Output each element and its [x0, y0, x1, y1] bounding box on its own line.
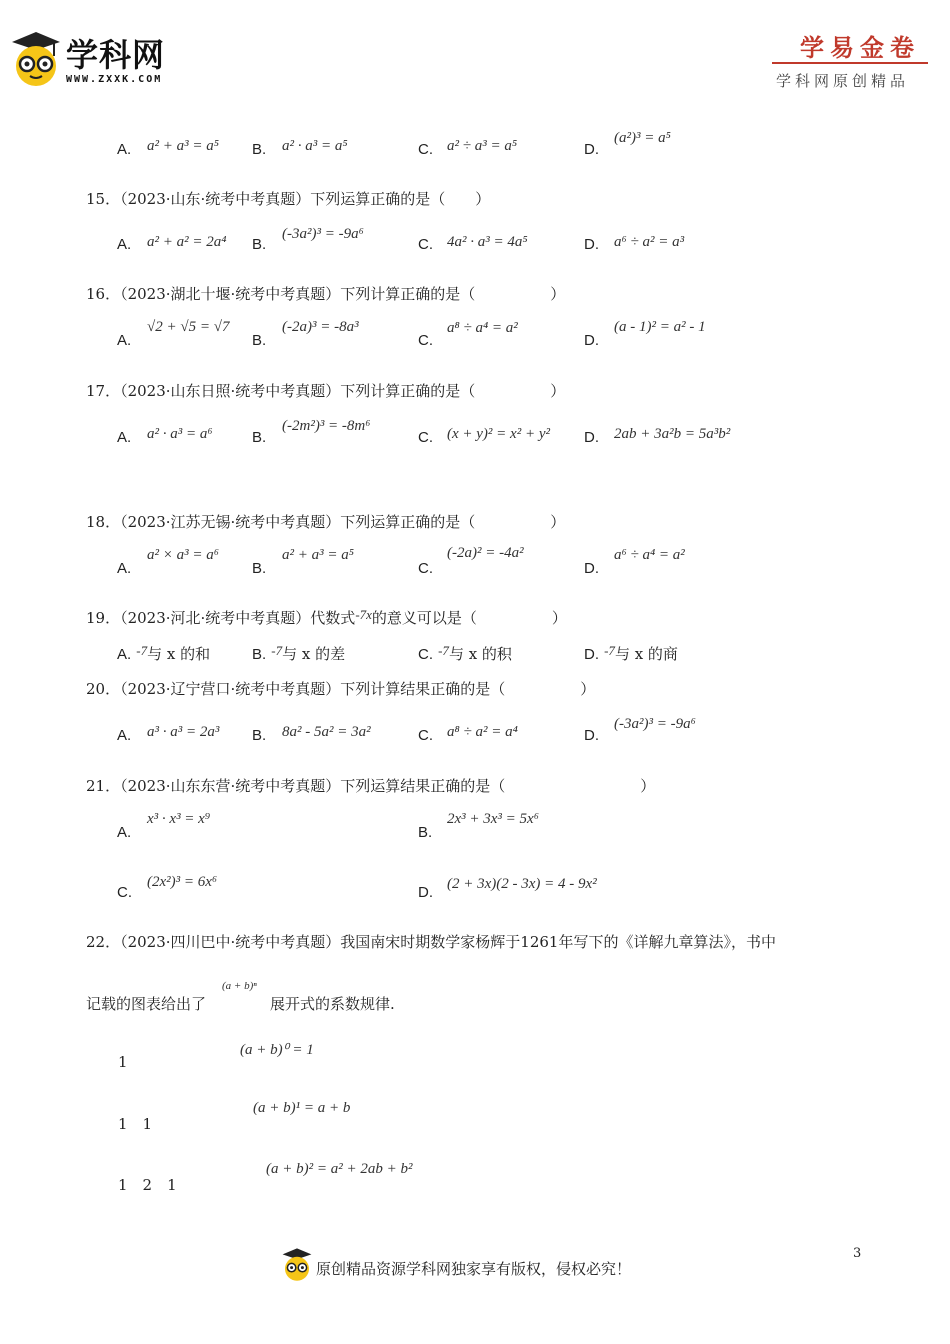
expansion: (a + b)¹ = a + b — [253, 1100, 351, 1116]
stem-text: 记载的图表给出了 — [86, 995, 207, 1013]
option-label: C. — [418, 560, 433, 577]
triangle-row: 1 2 1 — [118, 1176, 177, 1194]
option-d: a⁶ ÷ a⁴ = a² — [614, 547, 685, 563]
option-a: a² + a³ = a⁵ — [147, 138, 219, 154]
option-a: a³ · a³ = 2a³ — [147, 724, 220, 740]
option-b: (-2a)³ = -8a³ — [282, 319, 359, 335]
brand-title: 学易金卷 — [800, 33, 920, 62]
question-stem: 15．（2023·山东·统考中考真题）下列运算正确的是（ ） — [86, 190, 491, 208]
logo — [8, 28, 64, 92]
option-label: D. — [584, 332, 599, 349]
question-stem: 17．（2023·山东日照·统考中考真题）下列计算正确的是（ ） — [86, 382, 566, 400]
option-label: D. — [584, 429, 599, 446]
option-label: B. — [252, 141, 267, 158]
option-d: D. $^{-7}$与 x 的商 — [584, 643, 678, 663]
expansion: (a + b)⁰ = 1 — [240, 1042, 314, 1058]
option-c: a² ÷ a³ = a⁵ — [447, 138, 518, 154]
option-label: A. — [117, 332, 132, 349]
option-label: C. — [418, 727, 433, 744]
copyright-notice: 原创精品资源学科网独家享有版权，侵权必究！ — [316, 1260, 632, 1278]
option-label: B. — [252, 332, 267, 349]
option-label: A. — [117, 429, 132, 446]
option-a: √2 + √5 = √7 — [147, 319, 230, 335]
option-d: (2 + 3x)(2 - 3x) = 4 - 9x² — [447, 876, 597, 892]
option-label: B. — [418, 824, 433, 841]
option-label: A. — [117, 560, 132, 577]
brand-subtitle: 学科网原创精品 — [776, 72, 910, 90]
option-c: (-2a)² = -4a² — [447, 545, 524, 561]
option-label: B. — [252, 560, 267, 577]
option-label: D. — [584, 141, 599, 158]
option-label: B. — [252, 727, 267, 744]
option-label: C. — [418, 141, 433, 158]
question-stem: 21．（2023·山东东营·统考中考真题）下列运算结果正确的是（ ） — [86, 777, 656, 795]
stem-expression: -7x — [355, 607, 372, 622]
option-label: A. — [117, 236, 132, 253]
option-b: (-2m²)³ = -8m⁶ — [282, 418, 371, 434]
option-a: x³ · x³ = x⁹ — [147, 811, 211, 827]
logo-url: WWW.ZXXK.COM — [66, 74, 163, 85]
option-d: (-3a²)³ = -9a⁶ — [614, 716, 696, 732]
question-stem: 20．（2023·辽宁营口·统考中考真题）下列计算结果正确的是（ ） — [86, 680, 596, 698]
option-d: (a²)³ = a⁵ — [614, 130, 671, 146]
option-c: (2x²)³ = 6x⁶ — [147, 874, 218, 890]
triangle-row: 1 1 — [118, 1115, 153, 1133]
option-b: a² · a³ = a⁵ — [282, 138, 348, 154]
option-a: a² × a³ = a⁶ — [147, 547, 219, 563]
stem-text: 19．（2023·河北·统考中考真题）代数式 — [86, 609, 356, 627]
stem-text: 的意义可以是（ ） — [371, 609, 567, 627]
option-b: B. $^{-7}$与 x 的差 — [252, 643, 346, 663]
option-label: D. — [418, 884, 433, 901]
page-number: 3 — [853, 1246, 862, 1261]
option-d: 2ab + 3a²b = 5a³b² — [614, 426, 731, 442]
question-stem: 16．（2023·湖北十堰·统考中考真题）下列计算正确的是（ ） — [86, 285, 566, 303]
option-c: a⁸ ÷ a⁴ = a² — [447, 320, 518, 336]
stem-text: 展开式的系数规律. — [270, 995, 395, 1013]
option-c: a⁸ ÷ a² = a⁴ — [447, 724, 518, 740]
brand-rule — [772, 62, 928, 64]
option-c: C. $^{-7}$与 x 的积 — [418, 643, 512, 663]
question-stem: 18．（2023·江苏无锡·统考中考真题）下列运算正确的是（ ） — [86, 513, 566, 531]
question-stem: 22．（2023·四川巴中·统考中考真题）我国南宋时期数学家杨辉于1261年写下的《详解九章算法》，书中 — [86, 933, 776, 951]
option-label: D. — [584, 236, 599, 253]
option-label: C. — [117, 884, 132, 901]
option-label: B. — [252, 429, 267, 446]
option-label: A. — [117, 824, 132, 841]
question-stem — [86, 607, 567, 628]
option-label: A. — [117, 141, 132, 158]
option-label: C. — [418, 332, 433, 349]
triangle-row: 1 — [118, 1053, 128, 1071]
logo-mascot-icon — [8, 28, 64, 88]
option-label: C. — [418, 429, 433, 446]
option-a: A. $^{-7}$与 x 的和 — [117, 643, 211, 663]
footer-mascot-icon — [280, 1246, 314, 1286]
option-label: D. — [584, 727, 599, 744]
option-c: 4a² · a³ = 4a⁵ — [447, 234, 528, 250]
option-d: (a - 1)² = a² - 1 — [614, 319, 706, 335]
option-b: 8a² - 5a² = 3a² — [282, 724, 371, 740]
logo-text: 学科网 — [66, 36, 166, 74]
option-b: 2x³ + 3x³ = 5x⁶ — [447, 811, 539, 827]
option-a: a² + a² = 2a⁴ — [147, 234, 227, 250]
option-d: a⁶ ÷ a² = a³ — [614, 234, 685, 250]
stem-expression: (a + b)ⁿ — [222, 980, 257, 992]
option-label: A. — [117, 727, 132, 744]
option-b: a² + a³ = a⁵ — [282, 547, 354, 563]
option-a: a² · a³ = a⁶ — [147, 426, 213, 442]
option-label: B. — [252, 236, 267, 253]
option-c: (x + y)² = x² + y² — [447, 426, 550, 442]
expansion: (a + b)² = a² + 2ab + b² — [266, 1161, 413, 1177]
option-label: D. — [584, 560, 599, 577]
option-label: C. — [418, 236, 433, 253]
option-b: (-3a²)³ = -9a⁶ — [282, 226, 364, 242]
